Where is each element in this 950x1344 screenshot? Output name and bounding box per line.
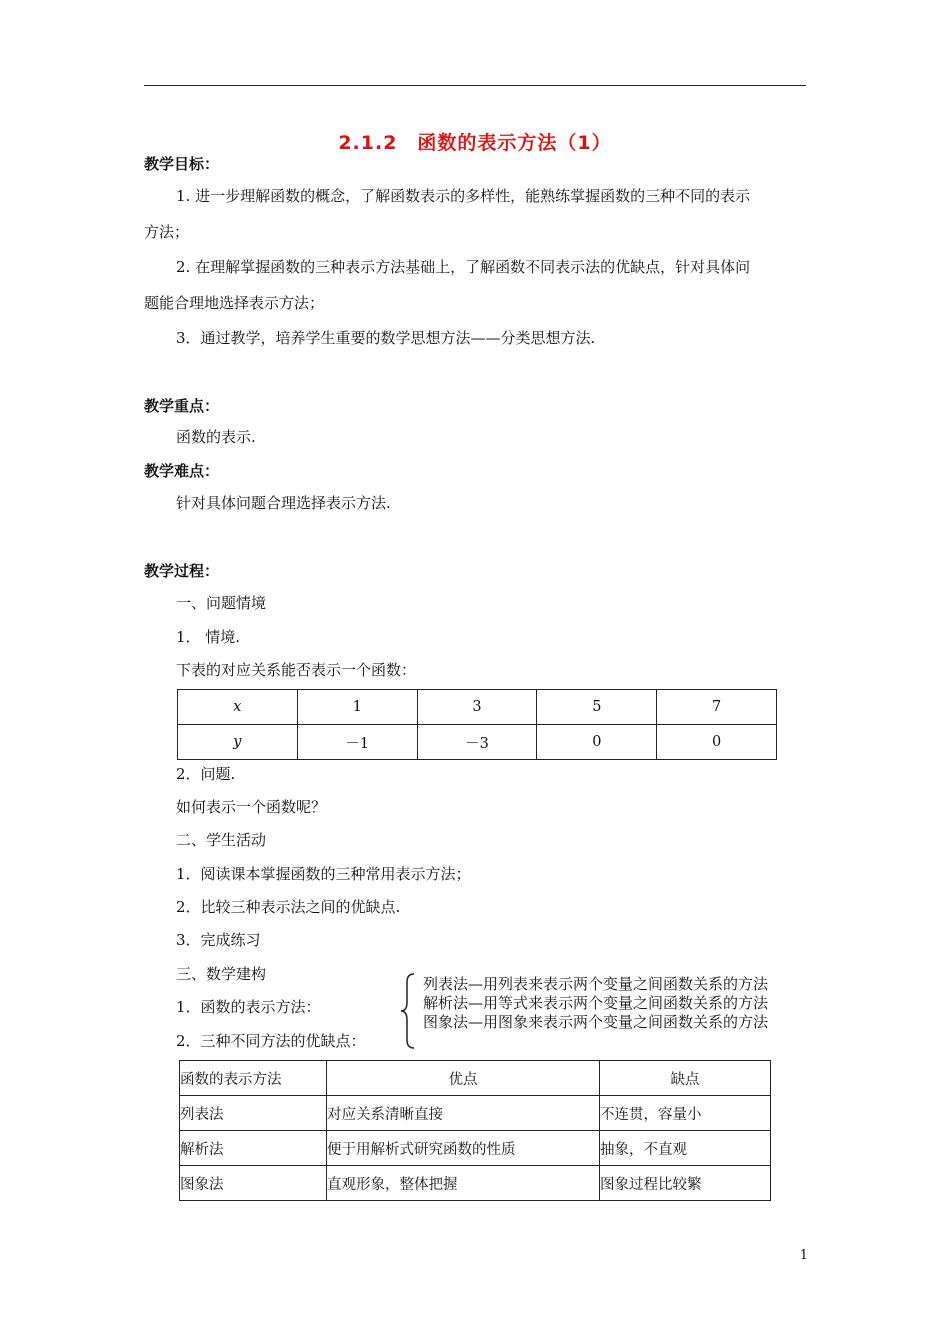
goal-3: 3．通过教学，培养学生重要的数学思想方法——分类思想方法.	[176, 329, 596, 347]
header-rule	[144, 85, 806, 86]
table-row	[180, 1096, 771, 1131]
comparison-cell: 解析法	[180, 1131, 327, 1166]
goal-1-line-1: 1. 进一步理解函数的概念，了解函数表示的多样性，能熟练掌握函数的三种不同的表示	[176, 187, 751, 205]
section-1-item-2-question: 如何表示一个函数呢？	[176, 798, 327, 816]
section-2-item-1: 1．阅读课本掌握函数的三种常用表示方法；	[176, 865, 471, 883]
section-1-item-1: 1． 情境.	[176, 628, 241, 646]
comparison-cell: 列表法	[180, 1096, 327, 1131]
method-list-form: 列表法—用列表来表示两个变量之间函数关系的方法	[423, 975, 769, 993]
section-2-item-2: 2．比较三种表示法之间的优缺点.	[176, 898, 401, 916]
xy-y-value: －1	[297, 725, 417, 760]
xy-y-value: 0	[657, 725, 777, 760]
comparison-cell: 便于用解析式研究函数的性质	[327, 1131, 600, 1166]
process-heading: 教学过程：	[144, 562, 220, 580]
method-graph-form: 图象法—用图象来表示两个变量之间函数关系的方法	[423, 1013, 769, 1031]
section-3-item-1: 1．函数的表示方法：	[176, 998, 321, 1016]
xy-table-row-y	[178, 725, 777, 760]
page-title: 2.1.2 函数的表示方法（1）	[338, 132, 612, 154]
xy-x-value: 3	[417, 690, 537, 725]
section-1-title: 一、问题情境	[176, 594, 267, 612]
comparison-cell: 图象法	[180, 1166, 327, 1201]
key-point-text: 函数的表示.	[176, 428, 256, 446]
comparison-header-disadvantage: 缺点	[600, 1061, 771, 1096]
xy-x-value: 5	[537, 690, 657, 725]
key-point-heading: 教学重点：	[144, 397, 220, 415]
xy-table	[177, 689, 777, 760]
xy-y-value: 0	[537, 725, 657, 760]
comparison-cell: 不连贯，容量小	[600, 1096, 771, 1131]
section-2-item-3: 3．完成练习	[176, 931, 261, 949]
difficulty-heading: 教学难点：	[144, 462, 220, 480]
comparison-cell: 抽象，不直观	[600, 1131, 771, 1166]
goal-1-line-2: 方法；	[144, 223, 190, 241]
xy-y-value: －3	[417, 725, 537, 760]
comparison-header-method: 函数的表示方法	[180, 1061, 327, 1096]
comparison-header-advantage: 优点	[327, 1061, 600, 1096]
methods-list	[423, 975, 768, 1032]
table-row	[180, 1166, 771, 1201]
table-row	[180, 1131, 771, 1166]
left-brace-icon	[399, 972, 419, 1050]
goals-heading: 教学目标：	[144, 155, 220, 173]
xy-x-value: 1	[297, 690, 417, 725]
comparison-table	[179, 1060, 771, 1201]
comparison-cell: 图象过程比较繁	[600, 1166, 771, 1201]
section-2-title: 二、学生活动	[176, 831, 267, 849]
difficulty-text: 针对具体问题合理选择表示方法.	[176, 494, 391, 512]
comparison-header-row	[180, 1061, 771, 1096]
xy-x-value: 7	[657, 690, 777, 725]
goal-2-line-2: 题能合理地选择表示方法；	[144, 294, 325, 312]
comparison-cell: 直观形象，整体把握	[327, 1166, 600, 1201]
section-1-item-2: 2．问题.	[176, 765, 236, 783]
xy-x-label: x	[178, 690, 298, 725]
section-3-title: 三、数学建构	[176, 965, 267, 983]
section-3-item-2: 2．三种不同方法的优缺点：	[176, 1032, 366, 1050]
goal-2-line-1: 2. 在理解掌握函数的三种表示方法基础上，了解函数不同表示法的优缺点，针对具体问	[176, 258, 751, 276]
xy-y-label: y	[178, 725, 298, 760]
section-1-question: 下表的对应关系能否表示一个函数：	[176, 661, 417, 679]
page-number: 1	[799, 1248, 808, 1263]
method-analytic-form: 解析法—用等式来表示两个变量之间函数关系的方法	[423, 994, 769, 1012]
xy-table-row-x	[178, 690, 777, 725]
comparison-cell: 对应关系清晰直接	[327, 1096, 600, 1131]
